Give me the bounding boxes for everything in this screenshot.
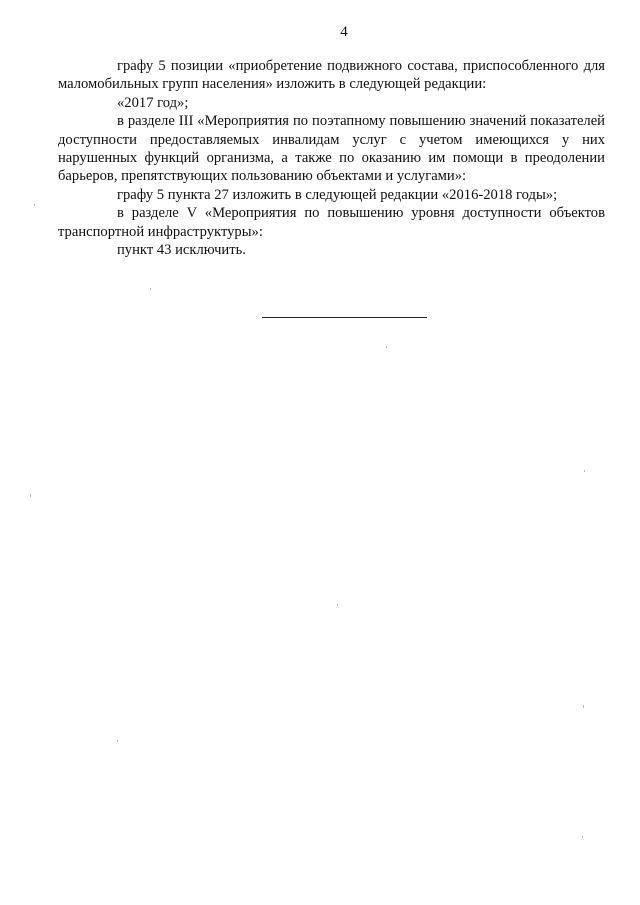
document-body (58, 57, 605, 259)
paragraph-4: графу 5 пункта 27 изложить в следующей редакции «2016-2018 годы»; (117, 186, 558, 203)
scan-speck (584, 470, 585, 472)
scan-speck (117, 740, 118, 742)
scan-speck (30, 494, 31, 497)
scan-speck (583, 705, 584, 708)
scan-speck (34, 204, 35, 206)
scan-speck (150, 288, 151, 290)
page-number: 4 (340, 24, 348, 40)
scan-speck (582, 836, 583, 838)
scan-speck (337, 604, 338, 606)
paragraph-5: в разделе V «Мероприятия по повышению уровня доступности объектов транспортной инфраструктуры»: (58, 205, 605, 240)
paragraph-6: пункт 43 исключить. (117, 242, 246, 259)
scan-speck (386, 346, 387, 348)
paragraph-2: «2017 год»; (117, 94, 189, 111)
paragraph-3: в разделе III «Мероприятия по поэтапному повышению значений показателей доступности предоставляемых инвалидам услуг с учетом имеющихся у них нарушенных функций организма, а также по оказанию им помощи в преодолении барьеров, препятствующих пользованию объектами и услугами»: (58, 113, 605, 185)
paragraph-1: графу 5 позиции «приобретение подвижного состава, приспособленного для маломобильных групп населения» изложить в следующей редакции: (58, 58, 605, 93)
end-of-document-rule (262, 317, 427, 318)
